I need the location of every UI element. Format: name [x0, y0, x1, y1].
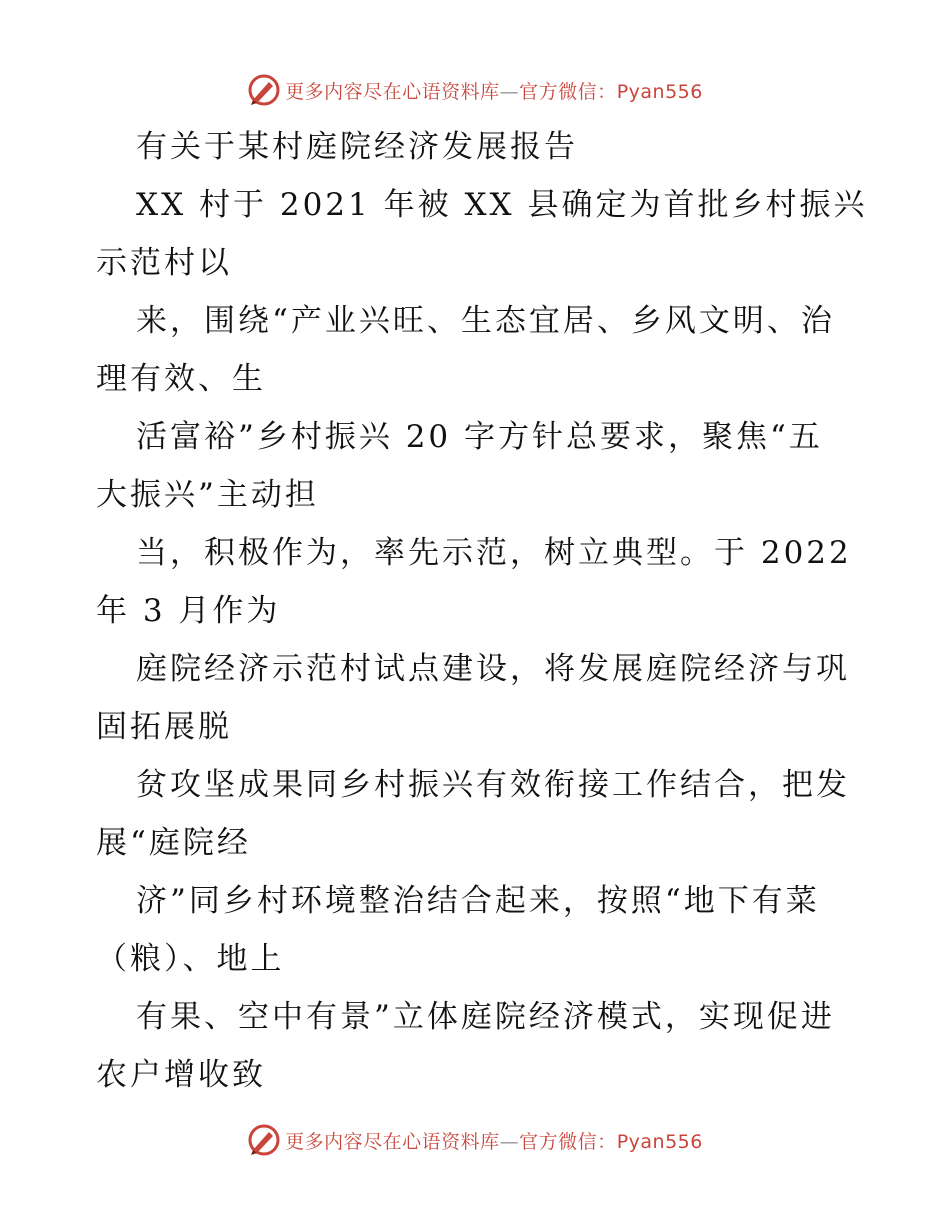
watermark-brand: 更多内容尽在心语资料库 — [285, 1130, 500, 1153]
paragraph-line: 济”同乡村环境整治结合起来，按照“地下有菜 — [136, 883, 820, 919]
paragraph-line: 贫攻坚成果同乡村振兴有效衔接工作结合，把发 — [136, 767, 850, 803]
watermark-text — [285, 77, 703, 104]
watermark-separator: — — [499, 80, 520, 103]
paragraph-line: 当，积极作为，率先示范，树立典型。于 2022 — [136, 535, 852, 571]
watermark-separator: — — [499, 1130, 520, 1153]
footer-watermark — [0, 1120, 950, 1160]
paragraph-line: 示范村以 — [96, 245, 232, 281]
paragraph-line: 有果、空中有景”立体庭院经济模式，实现促进 — [136, 999, 835, 1035]
paragraph-line: 来，围绕“产业兴旺、生态宜居、乡风文明、治 — [136, 303, 835, 339]
paragraph-line: 年 3 月作为 — [96, 593, 281, 629]
watermark-wechat-label: 官方微信： — [519, 80, 617, 103]
watermark-wechat-label: 官方微信： — [519, 1130, 617, 1153]
watermark-text — [285, 1127, 703, 1154]
watermark-wechat-id: Pyan556 — [616, 80, 703, 103]
watermark-brand: 更多内容尽在心语资料库 — [285, 80, 500, 103]
pen-logo-icon — [247, 1123, 281, 1157]
paragraph-line: 农户增收致 — [96, 1057, 266, 1093]
paragraph-line: 固拓展脱 — [96, 709, 232, 745]
header-watermark — [0, 70, 950, 110]
paragraph-line: 活富裕”乡村振兴 20 字方针总要求，聚焦“五 — [136, 419, 823, 455]
paragraph-line: （粮）、地上 — [96, 941, 285, 977]
paragraph-line: 理有效、生 — [96, 361, 266, 397]
paragraph-line: XX 村于 2021 年被 XX 县确定为首批乡村振兴 — [136, 187, 868, 223]
paragraph-line: 大振兴”主动担 — [96, 477, 319, 513]
document-title: 有关于某村庭院经济发展报告 — [136, 129, 578, 165]
paragraph-line: 庭院经济示范村试点建设，将发展庭院经济与巩 — [136, 651, 850, 687]
watermark-wechat-id: Pyan556 — [616, 1130, 703, 1153]
pen-logo-icon — [247, 73, 281, 107]
document-body — [96, 118, 868, 1104]
paragraph-line: 展“庭院经 — [96, 825, 251, 861]
